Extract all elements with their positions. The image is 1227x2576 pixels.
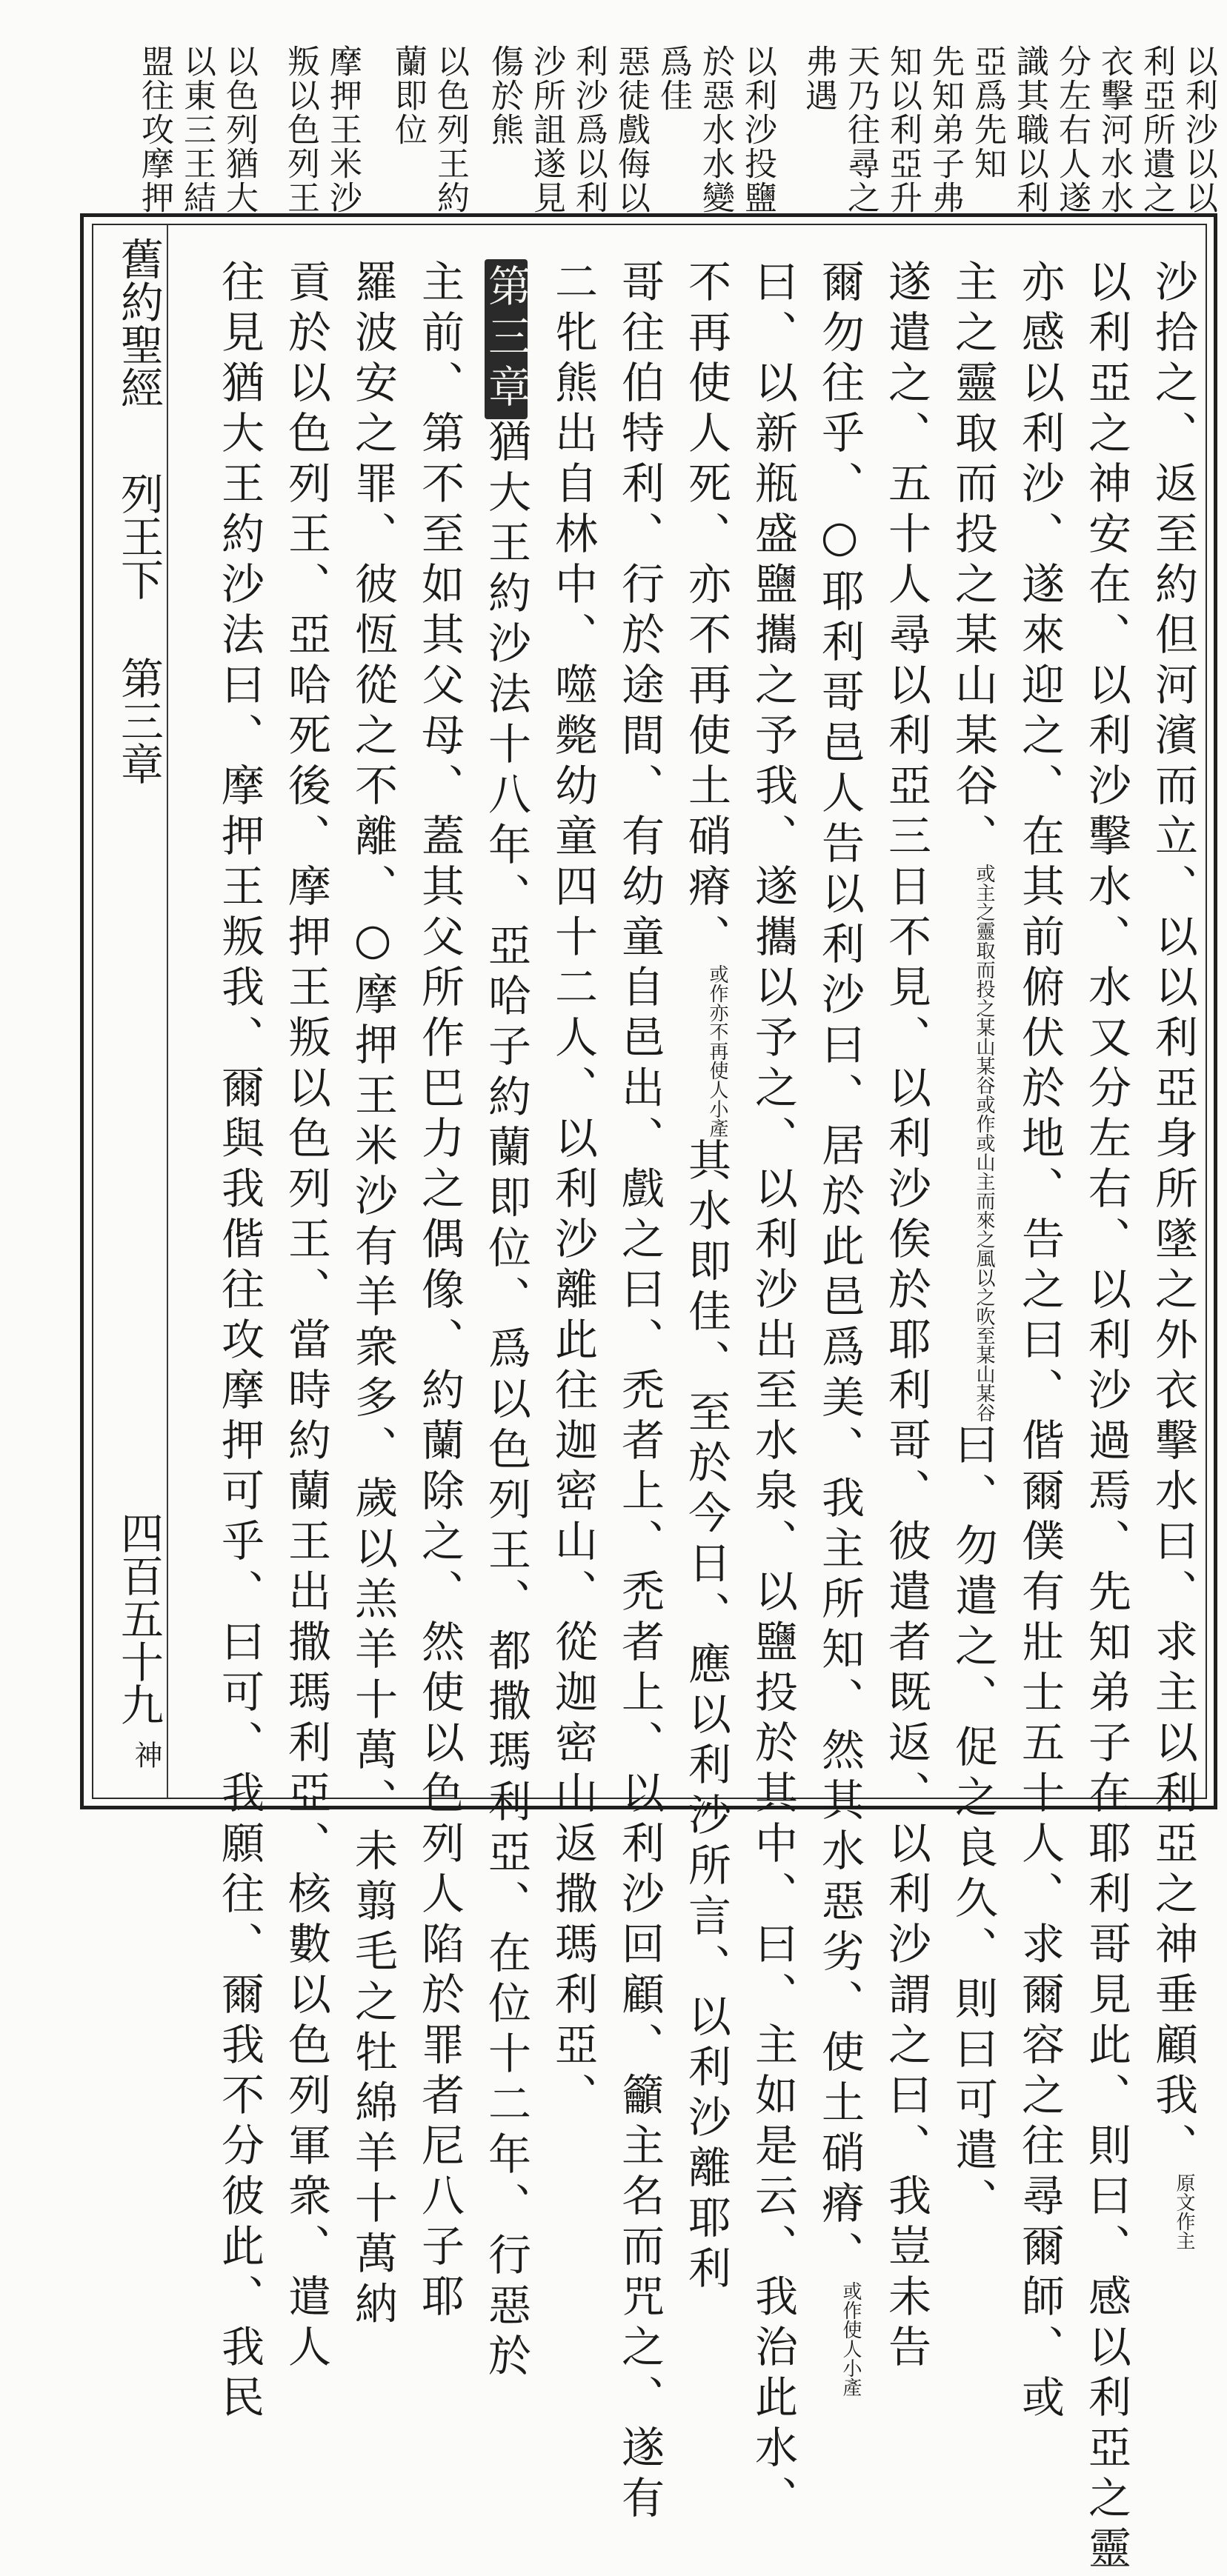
note-column: 於惡水水變 bbox=[696, 44, 734, 215]
text-column: 羅波安之罪、彼恆從之不離、○摩押王米沙有羊衆多、歲以羔羊十萬、未翦毛之牡綿羊十萬納 bbox=[348, 259, 398, 2332]
note-column: 以東三王結 bbox=[178, 44, 216, 215]
column-text: 不再使人死、亦不再使土硝瘠、 bbox=[681, 259, 731, 964]
footer-char: 神 bbox=[130, 1741, 162, 1769]
text-column: 亦感以利沙、遂來迎之、在其前俯伏於地、告之曰、偕爾僕有壯士五十人、求爾容之往尋爾師、或 bbox=[1014, 259, 1065, 2425]
inline-annotation: 或作亦不再使人小產 bbox=[706, 964, 729, 1138]
note-column: 惡徒戲侮以 bbox=[612, 44, 650, 215]
note-column: 盟往攻摩押 bbox=[136, 44, 173, 215]
note-column: 衣擊河水水 bbox=[1095, 44, 1133, 215]
page-number: 四百五十九 bbox=[113, 1511, 164, 1726]
note-column: 蘭即位 bbox=[389, 44, 427, 147]
note-column: 弗遇 bbox=[799, 44, 837, 113]
note-column: 摩押王米沙 bbox=[324, 44, 362, 215]
note-column: 以色列王約 bbox=[431, 44, 469, 215]
text-column: 主前、第不至如其父母、蓋其父所作巴力之偶像、約蘭除之、然使以色列人陷於罪者尼八子耶 bbox=[414, 259, 465, 2324]
text-column bbox=[1141, 259, 1198, 2250]
note-column: 以利沙投鹽 bbox=[739, 44, 777, 215]
note-column: 先知弟子弗 bbox=[926, 44, 964, 215]
running-head-divider bbox=[167, 224, 168, 1798]
book-title: 舊約聖經 bbox=[113, 237, 164, 409]
note-column: 分左右人遂 bbox=[1053, 44, 1091, 215]
note-column: 叛以色列王 bbox=[282, 44, 319, 215]
column-text: 猶大王約沙法十八年、亞哈子約蘭即位、爲以色列王、都撒瑪利亞、在位十二年、行惡於 bbox=[481, 419, 531, 2383]
note-column: 爲佳 bbox=[654, 44, 692, 113]
column-text: 曰、勿遣之、促之良久、則曰可遣、 bbox=[948, 1422, 998, 2228]
note-column: 亞爲先知 bbox=[968, 44, 1006, 181]
text-column bbox=[674, 259, 731, 2296]
text-column bbox=[941, 259, 998, 2228]
chapter-label: 第三章 bbox=[113, 656, 164, 785]
text-column bbox=[808, 259, 865, 2397]
note-column: 利沙爲以利 bbox=[570, 44, 608, 215]
text-column: 貢於以色列王、亞哈死後、摩押王叛以色列王、當時約蘭王出撒瑪利亞、核數以色列軍衆、遣人 bbox=[281, 259, 331, 2375]
inline-annotation: 原文作主 bbox=[1173, 2173, 1196, 2250]
running-head-column bbox=[101, 237, 164, 1785]
text-column: 哥往伯特利、行於途間、有幼童自邑出、戲之曰、禿者上、禿者上、以利沙回顧、籲主名而咒之、遂有 bbox=[614, 259, 665, 2526]
column-text: 爾勿往乎、○耶利哥邑人告以利沙曰、居於此邑爲美、我主所知、然其水惡劣、使土硝瘠、 bbox=[814, 259, 865, 2281]
column-text: 沙拾之、返至約但河濱而立、以以利亞身所墜之外衣擊水曰、求主以利亞之神垂顧我、 bbox=[1148, 259, 1198, 2173]
text-column: 以利亞之神安在、以利沙擊水、水又分左右、以利沙過焉、先知弟子在耶利哥見此、則曰、感以利亞之靈 bbox=[1081, 259, 1131, 2576]
note-column: 以利沙以以 bbox=[1180, 44, 1217, 215]
text-column: 遂遣之、五十人尋以利亞三日不見、以利沙俟於耶利哥、彼遣者既返、以利沙謂之曰、我豈未告 bbox=[881, 259, 931, 2375]
note-column: 利亞所遺之 bbox=[1137, 44, 1175, 215]
text-column: 曰、以新瓶盛鹽攜之予我、遂攜以予之、以利沙出至水泉、以鹽投於其中、曰、主如是云、我治此水、 bbox=[748, 259, 798, 2526]
note-column: 天乃往尋之 bbox=[842, 44, 879, 215]
inline-annotation: 或主之靈取而投之某山某谷或作或山主而來之風以之吹至某山某谷 bbox=[973, 864, 996, 1422]
text-column: 往見猶大王約沙法曰、摩押王叛我、爾與我偕往攻摩押可乎、曰可、我願往、爾我不分彼此、我民 bbox=[214, 259, 265, 2425]
note-column: 傷於熊 bbox=[485, 44, 523, 147]
text-column bbox=[474, 259, 531, 2383]
section-title: 列王下 bbox=[113, 472, 164, 601]
note-column: 以色列猶大 bbox=[220, 44, 258, 215]
note-column: 沙所詛遂見 bbox=[528, 44, 565, 215]
chapter-heading: 第三章 bbox=[485, 259, 528, 419]
inline-annotation: 或作使人小產 bbox=[839, 2281, 862, 2397]
text-column: 二牝熊出自林中、噬斃幼童四十二人、以利沙離此往迦密山、從迦密山返撒瑪利亞、 bbox=[548, 259, 598, 2123]
column-text: 主之靈取而投之某山某谷、 bbox=[948, 259, 998, 864]
note-column: 知以利亞升 bbox=[884, 44, 922, 215]
note-column: 識其職以利 bbox=[1011, 44, 1048, 215]
column-text: 其水即佳、至於今日、應以利沙所言、以利沙離耶利 bbox=[681, 1138, 731, 2296]
